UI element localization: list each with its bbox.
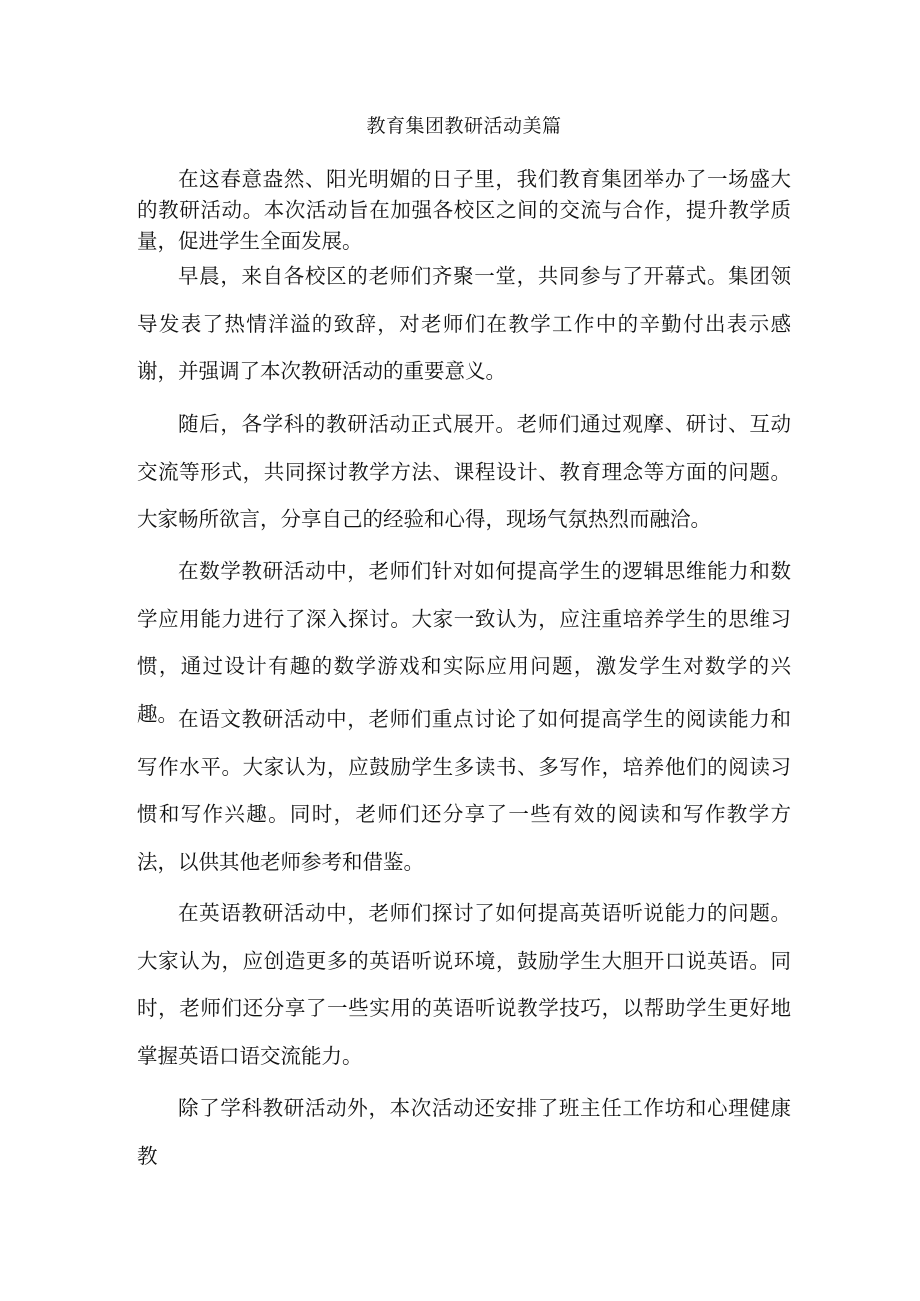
paragraph-math: 在数学教研活动中，老师们针对如何提高学生的逻辑思维能力和数学应用能力进行了深入探讨。大家一致认为，应注重培养学生的思维习惯，通过设计有趣的数学游戏和实际应用问题，激发学生对数学的兴趣。 <box>137 559 791 726</box>
paragraph-subject-activities: 随后，各学科的教研活动正式展开。老师们通过观摩、研讨、互动交流等形式，共同探讨教学方法、课程设计、教育理念等方面的问题。大家畅所欲言，分享自己的经验和心得，现场气氛热烈而融洽。 <box>137 412 791 531</box>
paragraph-other-activities: 除了学科教研活动外，本次活动还安排了班主任工作坊和心理健康教 <box>137 1096 791 1168</box>
paragraph-chinese: 在语文教研活动中，老师们重点讨论了如何提高学生的阅读能力和写作水平。大家认为，应鼓励学生多读书、多写作，培养他们的阅读习惯和写作兴趣。同时，老师们还分享了一些有效的阅读和写作教学方法，以供其他老师参考和借鉴。 <box>137 707 791 874</box>
document-title: 教育集团教研活动美篇 <box>366 115 562 137</box>
paragraph-english: 在英语教研活动中，老师们探讨了如何提高英语听说能力的问题。大家认为，应创造更多的英语听说环境，鼓励学生大胆开口说英语。同时，老师们还分享了一些实用的英语听说教学技巧，以帮助学生更好地掌握英语口语交流能力。 <box>137 901 791 1068</box>
paragraph-morning-ceremony: 早晨，来自各校区的老师们齐聚一堂，共同参与了开幕式。集团领导发表了热情洋溢的致辞，对老师们在教学工作中的辛勤付出表示感谢，并强调了本次教研活动的重要意义。 <box>137 264 791 383</box>
document-page <box>137 0 791 1301</box>
paragraph-opening: 在这春意盎然、阳光明媚的日子里，我们教育集团举办了一场盛大的教研活动。本次活动旨在加强各校区之间的交流与合作，提升教学质量，促进学生全面发展。 <box>137 167 791 253</box>
